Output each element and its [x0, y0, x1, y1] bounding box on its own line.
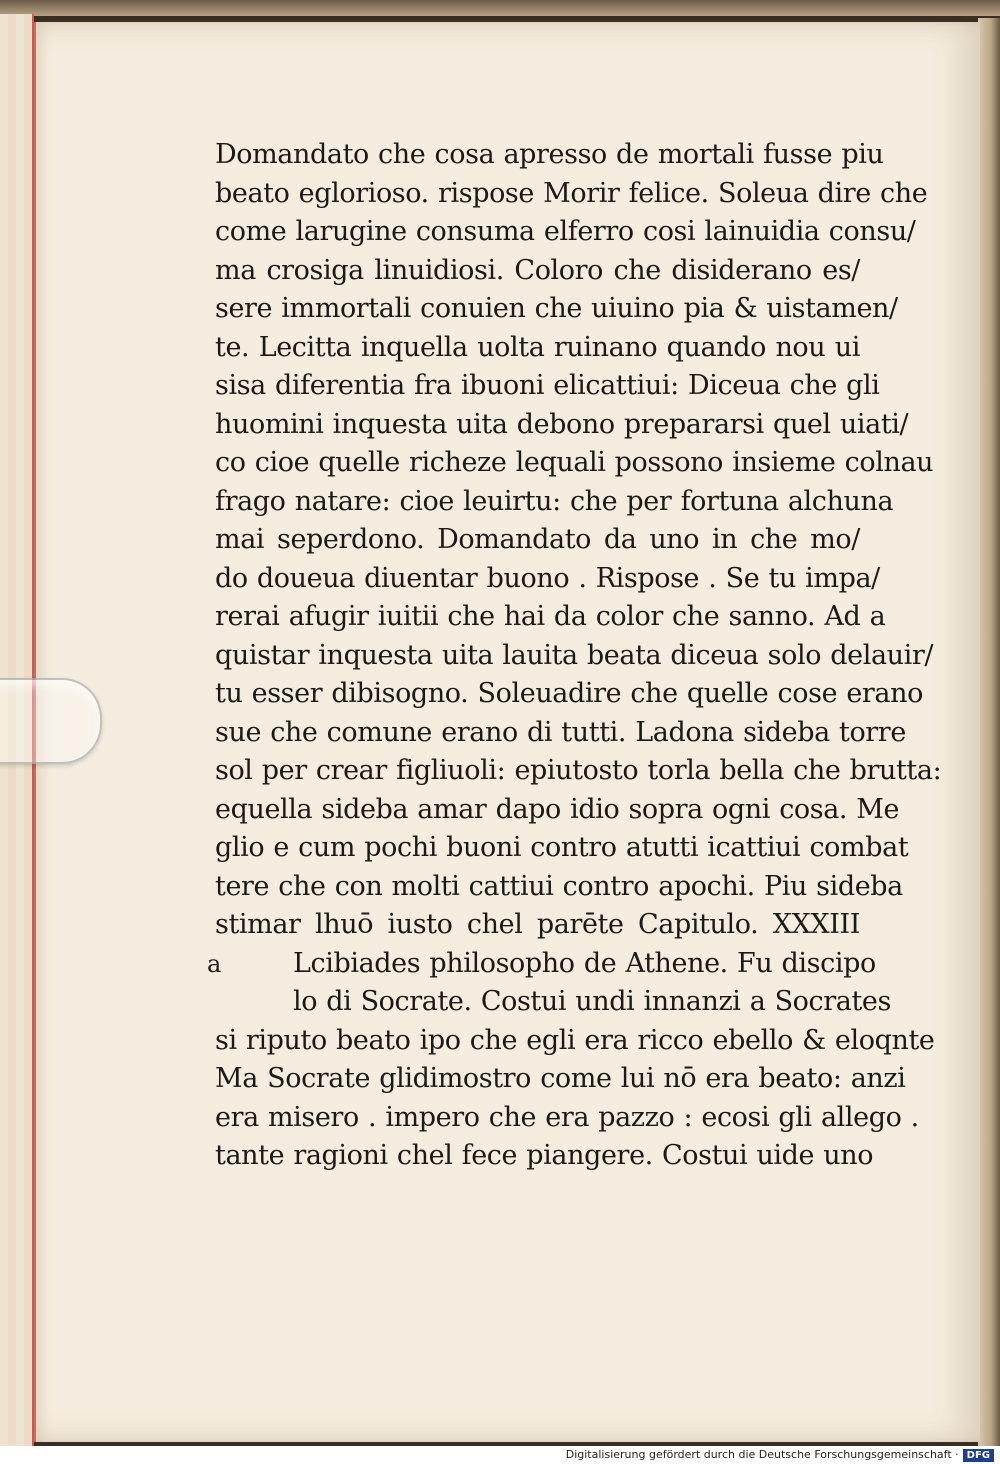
text-line: do doueua diuentar buono . Rispose . Se tu impa/ — [215, 562, 880, 594]
text-line: sol per crear figliuoli: epiutosto torla bella che brutta: — [215, 755, 942, 786]
text-line: co cioe quelle richeze lequali possono insieme colnau — [215, 447, 934, 478]
footer-credit: Digitalisierung gefördert durch die Deutsche Forschungsgemeinschaft · — [565, 1448, 959, 1461]
text-line: si riputo beato ipo che egli era ricco ebello & eloqnte — [215, 1024, 935, 1056]
text-line: Domandato che cosa apresso de mortali fusse piu — [215, 139, 884, 170]
book-right-edge — [978, 18, 1000, 1446]
text-line: rerai afugir iuitii che hai da color che sanno. Ad a — [215, 601, 886, 632]
text-line: mai seperdono. Domandato da uno in che mo/ — [215, 524, 860, 555]
dfg-logo: DFG — [963, 1449, 994, 1462]
text-line: beato eglorioso. rispose Morir felice. Soleua dire che — [215, 177, 928, 209]
text-line: era misero . impero che era pazzo : ecosi gli allego . — [215, 1101, 919, 1133]
text-line: ma crosiga linuidiosi. Coloro che disiderano es/ — [215, 254, 860, 286]
text-line: frago natare: cioe leuirtu: che per fortuna alchuna — [215, 485, 894, 517]
text-line: come larugine consuma elferro cosi lainuidia consu/ — [215, 216, 916, 247]
text-line-content: Lcibiades philosopho de Athene. Fu discipo — [293, 947, 876, 979]
text-line: sue che comune erano di tutti. Ladona sideba torre — [215, 716, 906, 748]
chapter-heading-line: stimar lhuō iusto chel parēte Capitulo. XXXIII — [215, 909, 860, 940]
text-line: tere che con molti cattiui contro apochi. Piu sideba — [215, 870, 903, 902]
text-line: Ma Socrate glidimostro come lui nō era beato: anzi — [215, 1063, 906, 1094]
text-line: quistar inquesta uita lauita beata diceua solo delauir/ — [215, 639, 934, 671]
text-line — [207, 945, 876, 984]
text-line: te. Lecitta inquella uolta ruinano quando nou ui — [215, 331, 860, 363]
text-line: lo di Socrate. Costui undi innanzi a Socrates — [293, 986, 891, 1017]
text-block — [207, 136, 942, 1176]
text-line: sere immortali conuien che uiuino pia & uistamen/ — [215, 293, 898, 324]
text-line: glio e cum pochi buoni contro atutti icattiui combat — [215, 832, 909, 863]
text-line: tante ragioni chel fece piangere. Costui uide uno — [215, 1140, 874, 1171]
initial-placeholder: a — [207, 949, 221, 978]
text-line: tu esser dibisogno. Soleuadire che quelle cose erano — [215, 678, 923, 709]
text-line: equella sideba amar dapo idio sopra ogni cosa. Me — [215, 793, 900, 825]
footer — [566, 1446, 994, 1464]
book-top-edge — [0, 0, 1000, 16]
plastic-clip — [0, 678, 102, 764]
text-line: huomini inquesta uita debono prepararsi quel uiati/ — [215, 408, 909, 440]
text-line: sisa diferentia fra ibuoni elicattiui: Diceua che gli — [215, 370, 880, 401]
